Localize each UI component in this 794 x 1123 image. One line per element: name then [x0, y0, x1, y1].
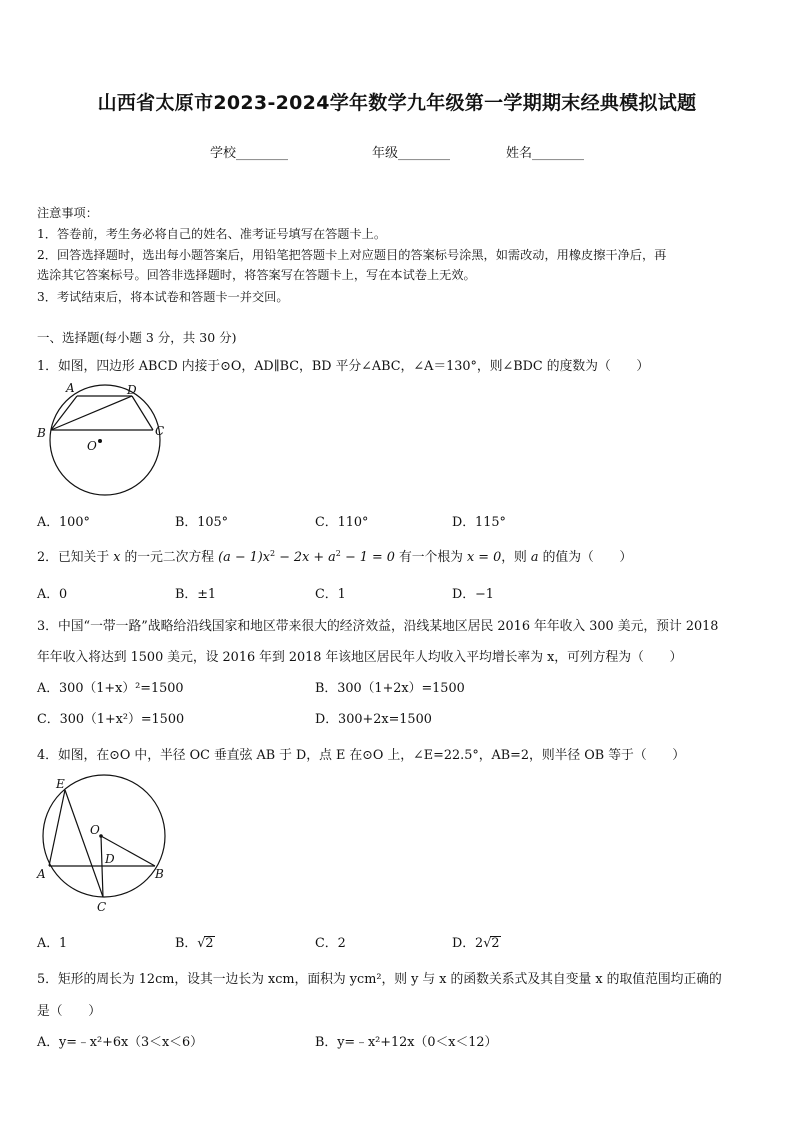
question-4-text: 4．如图，在⊙O 中，半径 OC 垂直弦 AB 于 D，点 E 在⊙O 上，∠E=22.5°，AB=2，则半径 OB 等于（ ） [37, 748, 686, 763]
school-field: 学校________ [210, 146, 289, 161]
question-2-text: 2．已知关于 x 的一元二次方程 $(a - 1)x^2 - 2x + a^2 - 1 = 0$ 有一个根为 x = 0，则 a 的值为（ ） [37, 549, 633, 565]
q4-option-c: C．2 [315, 936, 346, 951]
grade-field: 年级________ [372, 146, 451, 161]
question-3-line-2: 年年收入将达到 1500 美元，设 2016 年到 2018 年该地区居民年人均收入平均增长率为 x，可列方程为（ ） [37, 650, 683, 665]
label-a: A [37, 867, 46, 881]
q4-option-b: B．√2 [175, 936, 214, 951]
notes-heading: 注意事项： [37, 206, 98, 220]
note-2-line-2: 选涂其它答案标号。回答非选择题时，将答案写在答题卡上，写在本试卷上无效。 [37, 268, 476, 282]
q1-option-c: C．110° [315, 515, 369, 530]
q2-option-c: C．1 [315, 587, 346, 602]
q1-option-b: B．105° [175, 515, 229, 530]
question-3-line-1: 3．中国“一带一路”战略给沿线国家和地区带来很大的经济效益，沿线某地区居民 2016 年年收入 300 美元，预计 2018 [37, 619, 719, 634]
q1-option-d: D．115° [452, 515, 506, 530]
q1-option-a: A．100° [37, 515, 90, 530]
label-e: E [56, 777, 65, 791]
note-2-line-1: 2．回答选择题时，选出每小题答案后，用铅笔把答题卡上对应题目的答案标号涂黑，如需改动，用橡皮擦干净后，再 [37, 248, 667, 262]
sqrt-icon: √ [483, 936, 492, 951]
q2-option-b: B．±1 [175, 587, 217, 602]
q3-option-b: B．300（1+2x）=1500 [315, 681, 465, 696]
question-5-line-2: 是（ ） [37, 1004, 101, 1019]
q3-option-c: C．300（1+x²）=1500 [37, 712, 185, 727]
section-1-heading: 一、选择题(每小题 3 分，共 30 分) [37, 330, 237, 345]
q4-option-a: A．1 [37, 936, 68, 951]
question-4-figure [32, 772, 174, 916]
label-c: C [97, 900, 107, 914]
question-5-line-1: 5．矩形的周长为 12cm，设其一边长为 xcm，面积为 ycm²，则 y 与 x 的函数关系式及其自变量 x 的取值范围均正确的 [37, 972, 722, 987]
question-1-figure [35, 378, 175, 500]
label-a: A [66, 381, 75, 395]
question-1-text: 1．如图，四边形 ABCD 内接于⊙O，AD∥BC，BD 平分∠ABC，∠A＝130°，则∠BDC 的度数为（ ） [37, 359, 650, 374]
q4-option-d: D．2√2 [452, 936, 500, 951]
q2-option-a: A．0 [37, 587, 68, 602]
label-d: D [105, 852, 115, 866]
note-3: 3．考试结束后，将本试卷和答题卡一并交回。 [37, 290, 289, 304]
q3-option-d: D．300+2x=1500 [315, 712, 432, 727]
page-title: 山西省太原市2023-2024学年数学九年级第一学期期末经典模拟试题 [97, 92, 697, 114]
q3-option-a: A．300（1+x）²=1500 [37, 681, 184, 696]
label-c: C [155, 424, 165, 438]
label-o: O [90, 823, 100, 837]
label-d: D [127, 383, 137, 397]
note-1: 1．答卷前，考生务必将自己的姓名、准考证号填写在答题卡上。 [37, 227, 387, 241]
label-o: O [87, 439, 97, 453]
sqrt-icon: √ [197, 936, 206, 951]
label-b: B [155, 867, 164, 881]
label-b: B [37, 426, 46, 440]
q5-option-a: A．y=﹣x²+6x（3＜x＜6） [37, 1035, 203, 1050]
q2-option-d: D．−1 [452, 587, 494, 602]
name-field: 姓名________ [506, 146, 585, 161]
q5-option-b: B．y=﹣x²+12x（0＜x＜12） [315, 1035, 498, 1050]
